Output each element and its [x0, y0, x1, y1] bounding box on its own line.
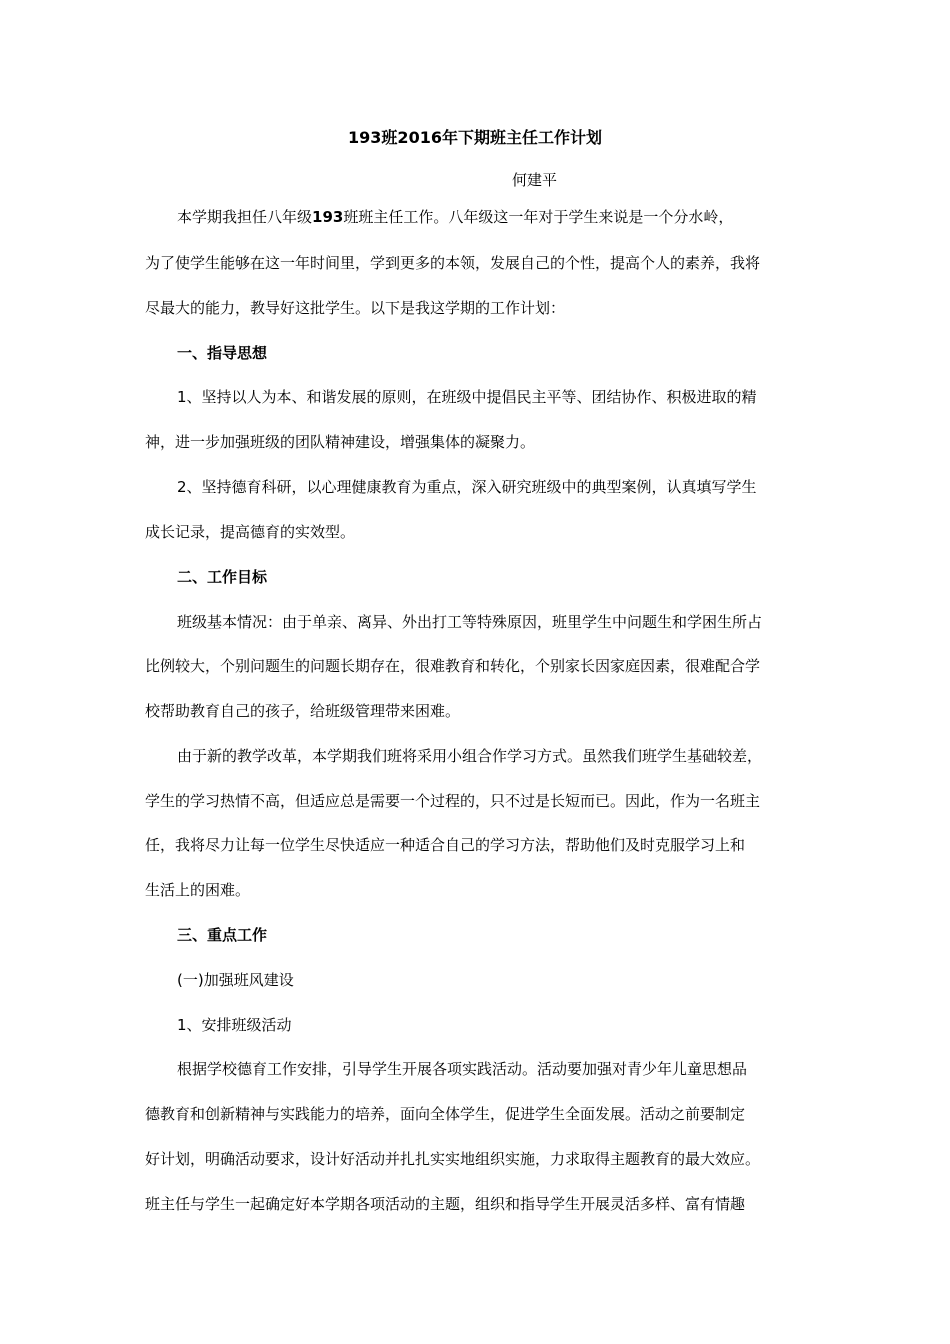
- paragraph-line: 根据学校德育工作安排，引导学生开展各项实践活动。活动要加强对青少年儿童思想品: [177, 1060, 748, 1078]
- section-heading-key-work: 三、重点工作: [177, 926, 268, 944]
- paragraph-line: 神，进一步加强班级的团队精神建设，增强集体的凝聚力。: [145, 433, 536, 451]
- document-author: 何建平: [512, 171, 558, 189]
- paragraph-line: 好计划，明确活动要求，设计好活动并扎扎实实地组织实施，力求取得主题教育的最大效应。: [145, 1150, 761, 1168]
- subsection-item: 1、安排班级活动: [177, 1016, 292, 1034]
- intro-line-3: 尽最大的能力，教导好这批学生。以下是我这学期的工作计划：: [145, 299, 566, 317]
- paragraph-line: 班级基本情况：由于单亲、离异、外出打工等特殊原因，班里学生中问题生和学困生所占: [177, 613, 763, 631]
- document-title: 193班2016年下期班主任工作计划: [348, 128, 602, 147]
- paragraph-line: 1、坚持以人为本、和谐发展的原则，在班级中提倡民主平等、团结协作、积极进取的精: [177, 388, 757, 406]
- paragraph-line: 校帮助教育自己的孩子，给班级管理带来困难。: [145, 702, 461, 720]
- intro-line-1: [177, 205, 733, 229]
- section-heading-guiding-thought: 一、指导思想: [177, 344, 268, 362]
- paragraph-line: 比例较大，个别问题生的问题长期存在，很难教育和转化，个别家长因家庭因素，很难配合学: [145, 657, 761, 675]
- paragraph-line: 成长记录，提高德育的实效型。: [145, 523, 356, 541]
- paragraph-line: 学生的学习热情不高，但适应总是需要一个过程的，只不过是长短而已。因此，作为一名班主: [145, 792, 761, 810]
- paragraph-line: 班主任与学生一起确定好本学期各项活动的主题，组织和指导学生开展灵活多样、富有情趣: [145, 1195, 746, 1213]
- subsection-heading: (一)加强班风建设: [177, 971, 294, 989]
- paragraph-line: 德教育和创新精神与实践能力的培养，面向全体学生，促进学生全面发展。活动之前要制定: [145, 1105, 746, 1123]
- intro-text-a: 本学期我担任八年级: [177, 208, 313, 226]
- paragraph-line: 2、坚持德育科研，以心理健康教育为重点，深入研究班级中的典型案例，认真填写学生: [177, 478, 757, 496]
- intro-text-c: 班班主任工作。八年级这一年对于学生来说是一个分水岭，: [343, 208, 734, 226]
- class-number: 193: [312, 208, 344, 226]
- intro-line-2: 为了使学生能够在这一年时间里，学到更多的本领，发展自己的个性，提高个人的素养，我将: [145, 254, 761, 272]
- section-heading-work-goals: 二、工作目标: [177, 568, 268, 586]
- paragraph-line: 由于新的教学改革，本学期我们班将采用小组合作学习方式。虽然我们班学生基础较差，: [177, 747, 763, 765]
- paragraph-line: 生活上的困难。: [145, 881, 251, 899]
- paragraph-line: 任，我将尽力让每一位学生尽快适应一种适合自己的学习方法，帮助他们及时克服学习上和: [145, 836, 746, 854]
